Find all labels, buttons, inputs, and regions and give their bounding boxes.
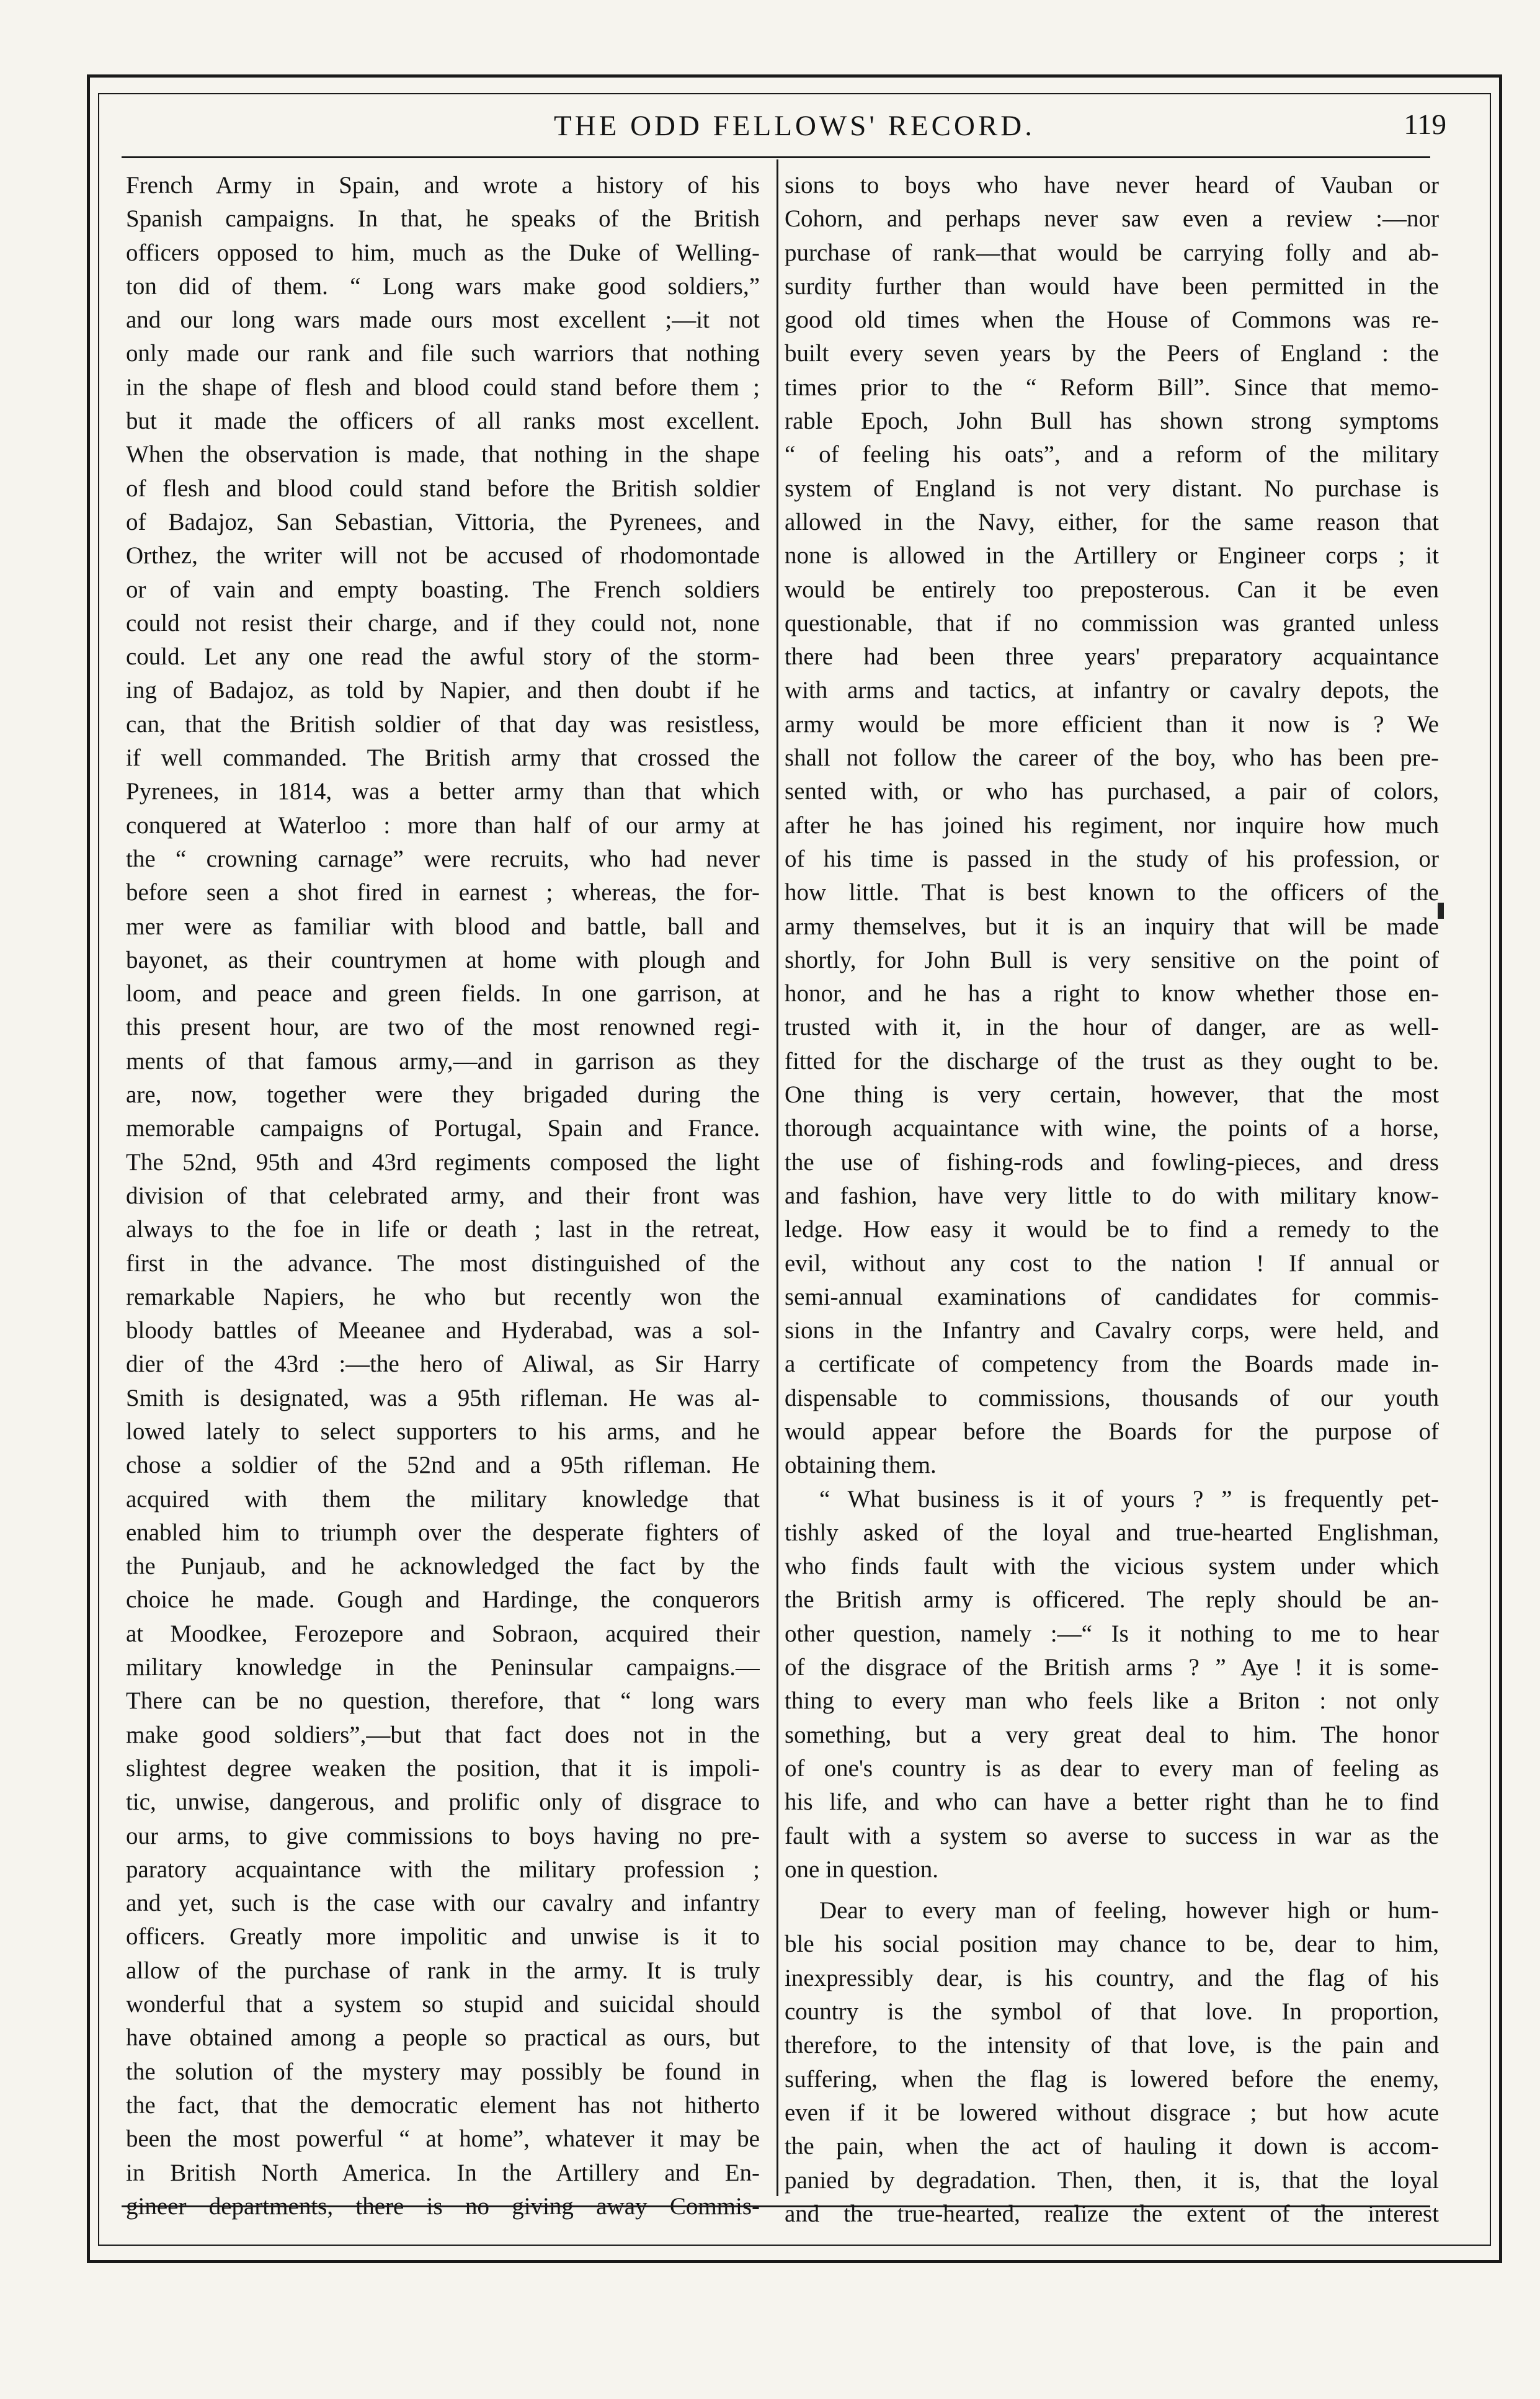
text-line: allow of the purchase of rank in the army. It is truly bbox=[126, 1957, 760, 1984]
text-line: before seen a shot fired in earnest ; whereas, the for- bbox=[126, 879, 760, 906]
left-column bbox=[126, 169, 760, 2223]
text-line: suffering, when the flag is lowered before the enemy, bbox=[785, 2065, 1439, 2093]
text-line: French Army in Spain, and wrote a history of his bbox=[126, 172, 760, 199]
text-line: choice he made. Gough and Hardinge, the conquerors bbox=[126, 1586, 760, 1614]
text-line: officers. Greatly more impolitic and unwise is it to bbox=[126, 1923, 760, 1950]
text-line: remarkable Napiers, he who but recently won the bbox=[126, 1283, 760, 1310]
text-line: surdity further than would have been permitted in the bbox=[785, 272, 1439, 300]
text-line: obtaining them. bbox=[785, 1452, 937, 1479]
text-line: the fact, that the democratic element has not hitherto bbox=[126, 2091, 760, 2119]
text-line: There can be no question, therefore, that “ long wars bbox=[126, 1687, 760, 1715]
journal-title: THE ODD FELLOWS' RECORD. bbox=[553, 110, 1035, 142]
text-line: paratory acquaintance with the military profession ; bbox=[126, 1856, 760, 1883]
text-line: who finds fault with the vicious system under which bbox=[785, 1553, 1439, 1580]
text-line: the solution of the mystery may possibly be found in bbox=[126, 2058, 760, 2085]
text-line: even if it be lowered without disgrace ; but how acute bbox=[785, 2099, 1439, 2126]
text-line: thorough acquaintance with wine, the points of a horse, bbox=[785, 1115, 1439, 1142]
text-line: allowed in the Navy, either, for the same reason that bbox=[785, 508, 1439, 535]
text-line: other question, namely :—“ Is it nothing to me to hear bbox=[785, 1620, 1439, 1647]
text-line: there had been three years' preparatory acquaintance bbox=[785, 643, 1439, 671]
text-line: trusted with it, in the hour of danger, are as well- bbox=[785, 1014, 1439, 1041]
text-line: always to the foe in life or death ; last in the retreat, bbox=[126, 1216, 760, 1243]
text-line: inexpressibly dear, is his country, and the flag of his bbox=[785, 1964, 1439, 1991]
text-line: army themselves, but it is an inquiry that will be made bbox=[785, 913, 1439, 940]
text-line: something, but a very great deal to him. The honor bbox=[785, 1721, 1439, 1748]
text-line: shortly, for John Bull is very sensitive on the point of bbox=[785, 946, 1439, 973]
text-line: Orthez, the writer will not be accused of rhodomontade bbox=[126, 542, 760, 570]
text-line: are, now, together were they brigaded during the bbox=[126, 1081, 760, 1109]
text-line: at Moodkee, Ferozepore and Sobraon, acquired their bbox=[126, 1620, 760, 1647]
text-line: panied by degradation. Then, then, it is, that the loyal bbox=[785, 2166, 1439, 2194]
text-line: of Badajoz, San Sebastian, Vittoria, the Pyrenees, and bbox=[126, 508, 760, 535]
text-line: ton did of them. “ Long wars make good soldiers,” bbox=[126, 272, 760, 300]
text-line: first in the advance. The most distinguished of the bbox=[126, 1249, 760, 1277]
text-line: bayonet, as their countrymen at home with plough and bbox=[126, 946, 760, 973]
text-line: if well commanded. The British army that crossed the bbox=[126, 744, 760, 772]
paragraph-gap bbox=[785, 1887, 1439, 1894]
text-line: semi-annual examinations of candidates for commis- bbox=[785, 1283, 1439, 1310]
text-line: only made our rank and file such warriors that nothing bbox=[126, 340, 760, 367]
text-line: would be entirely too preposterous. Can it be even bbox=[785, 576, 1439, 603]
text-line: evil, without any cost to the nation ! If annual or bbox=[785, 1249, 1439, 1277]
text-line: mer were as familiar with blood and battle, ball and bbox=[126, 913, 760, 940]
text-line: the use of fishing-rods and fowling-pieces, and dress bbox=[785, 1148, 1439, 1176]
text-line: in British North America. In the Artillery and En- bbox=[126, 2159, 760, 2186]
text-line: tishly asked of the loyal and true-hearted Englishman, bbox=[785, 1519, 1439, 1546]
text-line: ledge. How easy it would be to find a remedy to the bbox=[785, 1216, 1439, 1243]
text-line: shall not follow the career of the boy, who has been pre- bbox=[785, 744, 1439, 772]
text-line: ing of Badajoz, as told by Napier, and then doubt if he bbox=[126, 677, 760, 704]
text-line: and the true-hearted, realize the extent of the interest bbox=[785, 2200, 1439, 2227]
text-line: One thing is very certain, however, that the most bbox=[785, 1081, 1439, 1109]
text-line: lowed lately to select supporters to his arms, and he bbox=[126, 1418, 760, 1445]
text-line: of his time is passed in the study of his profession, or bbox=[785, 845, 1439, 872]
text-line: would appear before the Boards for the purpose of bbox=[785, 1418, 1439, 1445]
text-line: Spanish campaigns. In that, he speaks of the British bbox=[126, 205, 760, 233]
text-line: chose a soldier of the 52nd and a 95th rifleman. He bbox=[126, 1452, 760, 1479]
text-line: military knowledge in the Peninsular campaigns.— bbox=[126, 1654, 760, 1681]
text-line: bloody battles of Meeanee and Hyderabad, was a sol- bbox=[126, 1317, 760, 1344]
text-line: the Punjaub, and he acknowledged the fact by the bbox=[126, 1553, 760, 1580]
text-line: acquired with them the military knowledge that bbox=[126, 1485, 760, 1512]
text-line: built every seven years by the Peers of England : the bbox=[785, 340, 1439, 367]
text-line: The 52nd, 95th and 43rd regiments composed the light bbox=[126, 1148, 760, 1176]
text-line: system of England is not very distant. No purchase is bbox=[785, 475, 1439, 502]
text-line: could. Let any one read the awful story of the storm- bbox=[126, 643, 760, 671]
text-line: loom, and peace and green fields. In one garrison, at bbox=[126, 980, 760, 1007]
text-line: tic, unwise, dangerous, and prolific only of disgrace to bbox=[126, 1789, 760, 1816]
text-line: after he has joined his regiment, nor inquire how much bbox=[785, 811, 1439, 839]
text-line: in the shape of flesh and blood could stand before them ; bbox=[126, 373, 760, 401]
text-line: gineer departments, there is no giving away Commis- bbox=[126, 2192, 760, 2220]
text-line: dier of the 43rd :—the hero of Aliwal, as Sir Harry bbox=[126, 1351, 760, 1378]
text-line: or of vain and empty boasting. The French soldiers bbox=[126, 576, 760, 603]
text-line: sented with, or who has purchased, a pair of colors, bbox=[785, 778, 1439, 805]
text-line: fault with a system so averse to success in war as the bbox=[785, 1822, 1439, 1849]
text-line: Dear to every man of feeling, however high or hum- bbox=[819, 1897, 1439, 1924]
text-line: good old times when the House of Commons was re- bbox=[785, 306, 1439, 334]
text-line: army would be more efficient than it now is ? We bbox=[785, 710, 1439, 738]
text-line: one in question. bbox=[785, 1856, 939, 1883]
text-line: therefore, to the intensity of that love, is the pain and bbox=[785, 2032, 1439, 2059]
text-line: with arms and tactics, at infantry or cavalry depots, the bbox=[785, 677, 1439, 704]
text-line: rable Epoch, John Bull has shown strong symptoms bbox=[785, 408, 1439, 435]
text-line: the pain, when the act of hauling it down is accom- bbox=[785, 2133, 1439, 2160]
right-column bbox=[785, 169, 1439, 2231]
text-line: can, that the British soldier of that day was resistless, bbox=[126, 710, 760, 738]
text-line: and our long wars made ours most excellent ;—it not bbox=[126, 306, 760, 334]
text-line: officers opposed to him, much as the Duke of Welling- bbox=[126, 239, 760, 266]
text-line: but it made the officers of all ranks most excellent. bbox=[126, 408, 760, 435]
text-line: ments of that famous army,—and in garrison as they bbox=[126, 1047, 760, 1074]
text-line: of flesh and blood could stand before the British soldier bbox=[126, 475, 760, 502]
text-line: honor, and he has a right to know whether those en- bbox=[785, 980, 1439, 1007]
text-line: none is allowed in the Artillery or Engineer corps ; it bbox=[785, 542, 1439, 570]
text-line: memorable campaigns of Portugal, Spain and France. bbox=[126, 1115, 760, 1142]
text-line: Smith is designated, was a 95th rifleman. He was al- bbox=[126, 1384, 760, 1411]
text-line: have obtained among a people so practical as ours, but bbox=[126, 2024, 760, 2052]
column-divider bbox=[777, 159, 778, 2196]
text-line: “ of feeling his oats”, and a reform of the military bbox=[785, 441, 1439, 468]
text-line: this present hour, are two of the most renowned regi- bbox=[126, 1014, 760, 1041]
text-line: could not resist their charge, and if they could not, none bbox=[126, 609, 760, 637]
text-line: the “ crowning carnage” were recruits, who had never bbox=[126, 845, 760, 872]
text-line: purchase of rank—that would be carrying folly and ab- bbox=[785, 239, 1439, 266]
text-line: thing to every man who feels like a Briton : not only bbox=[785, 1687, 1439, 1715]
text-line: our arms, to give commissions to boys having no pre- bbox=[126, 1822, 760, 1849]
text-line: Cohorn, and perhaps never saw even a review :—nor bbox=[785, 205, 1439, 233]
text-line: enabled him to triumph over the desperate fighters of bbox=[126, 1519, 760, 1546]
text-line: Pyrenees, in 1814, was a better army than that which bbox=[126, 778, 760, 805]
text-line: how little. That is best known to the officers of the bbox=[785, 879, 1439, 906]
text-line: division of that celebrated army, and their front was bbox=[126, 1182, 760, 1209]
text-line: his life, and who can have a better right than he to find bbox=[785, 1789, 1439, 1816]
text-line: and yet, such is the case with our cavalry and infantry bbox=[126, 1890, 760, 1917]
text-line: of the disgrace of the British arms ? ” Aye ! it is some- bbox=[785, 1654, 1439, 1681]
text-line: “ What business is it of yours ? ” is frequently pet- bbox=[819, 1485, 1439, 1512]
paragraph bbox=[785, 169, 1439, 1483]
text-line: make good soldiers”,—but that fact does not in the bbox=[126, 1721, 760, 1748]
page-number: 119 bbox=[1404, 109, 1446, 141]
paragraph bbox=[785, 1483, 1439, 1887]
text-line: wonderful that a system so stupid and suicidal should bbox=[126, 1991, 760, 2018]
text-line: of one's country is as dear to every man of feeling as bbox=[785, 1754, 1439, 1782]
text-line: and fashion, have very little to do with military know- bbox=[785, 1182, 1439, 1209]
text-line: ble his social position may chance to be, dear to him, bbox=[785, 1931, 1439, 1958]
text-line: dispensable to commissions, thousands of our youth bbox=[785, 1384, 1439, 1411]
header-rule bbox=[122, 156, 1430, 158]
text-line: fitted for the discharge of the trust as they ought to be. bbox=[785, 1047, 1439, 1074]
text-line: sions to boys who have never heard of Vauban or bbox=[785, 172, 1439, 199]
text-line: a certificate of competency from the Boards made in- bbox=[785, 1351, 1439, 1378]
text-line: questionable, that if no commission was granted unless bbox=[785, 609, 1439, 637]
text-line: times prior to the “ Reform Bill”. Since that memo- bbox=[785, 373, 1439, 401]
text-line: slightest degree weaken the position, that it is impoli- bbox=[126, 1754, 760, 1782]
text-line: When the observation is made, that nothing in the shape bbox=[126, 441, 760, 468]
text-line: country is the symbol of that love. In proportion, bbox=[785, 1998, 1439, 2026]
text-line: conquered at Waterloo : more than half of our army at bbox=[126, 811, 760, 839]
text-line: sions in the Infantry and Cavalry corps, were held, and bbox=[785, 1317, 1439, 1344]
paragraph bbox=[785, 1894, 1439, 2231]
text-line: been the most powerful “ at home”, whatever it may be bbox=[126, 2125, 760, 2153]
text-line: the British army is officered. The reply should be an- bbox=[785, 1586, 1439, 1614]
